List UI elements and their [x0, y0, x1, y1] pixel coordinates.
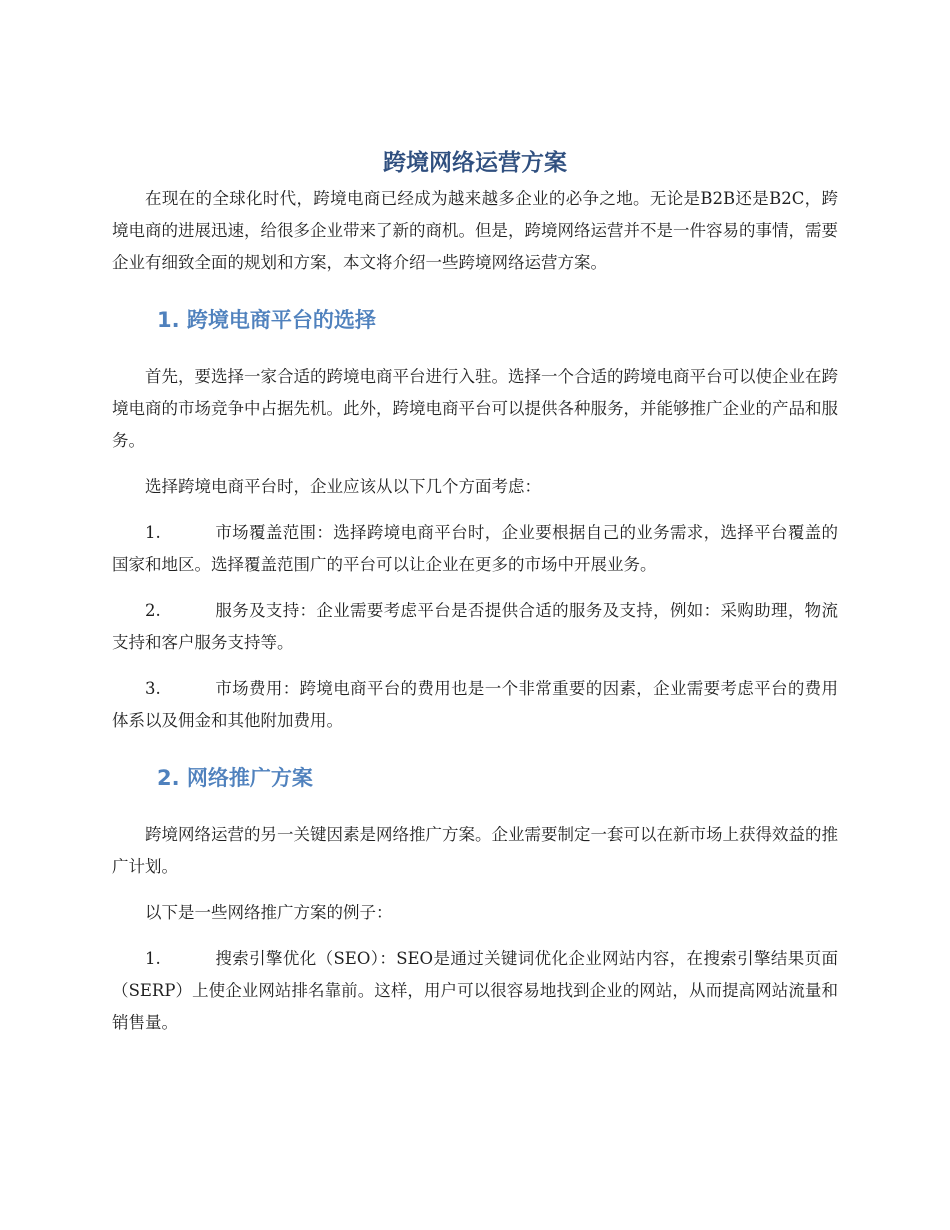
list-item	[112, 673, 838, 737]
list-item	[112, 943, 838, 1039]
section-paragraph: 以下是一些网络推广方案的例子：	[145, 903, 393, 922]
list-number: 1.	[145, 949, 161, 968]
section-paragraph: 跨境网络运营的另一关键因素是网络推广方案。企业需要制定一套可以在新市场上获得效益的推广计划。	[112, 825, 838, 876]
section-paragraph: 首先，要选择一家合适的跨境电商平台进行入驻。选择一个合适的跨境电商平台可以使企业在跨境电商的市场竞争中占据先机。此外，跨境电商平台可以提供各种服务，并能够推广企业的产品和服务。	[112, 367, 838, 450]
list-text: 市场覆盖范围：选择跨境电商平台时，企业要根据自己的业务需求，选择平台覆盖的国家和地区。选择覆盖范围广的平台可以让企业在更多的市场中开展业务。	[112, 523, 838, 574]
list-number: 1.	[145, 523, 161, 542]
section-heading-platform: 1. 跨境电商平台的选择	[157, 308, 376, 332]
list-item	[112, 595, 838, 659]
intro-paragraph: 在现在的全球化时代，跨境电商已经成为越来越多企业的必争之地。无论是B2B还是B2C，跨境电商的进展迅速，给很多企业带来了新的商机。但是，跨境网络运营并不是一件容易的事情，需要企业有细致全面的规划和方案，本文将介绍一些跨境网络运营方案。	[112, 189, 838, 272]
list-text: 市场费用：跨境电商平台的费用也是一个非常重要的因素，企业需要考虑平台的费用体系以及佣金和其他附加费用。	[112, 679, 838, 730]
section-heading-promotion: 2. 网络推广方案	[157, 766, 313, 790]
list-item	[112, 517, 838, 581]
list-text: 搜索引擎优化（SEO）：SEO是通过关键词优化企业网站内容，在搜索引擎结果页面（SERP）上使企业网站排名靠前。这样，用户可以很容易地找到企业的网站，从而提高网站流量和销售量。	[112, 949, 838, 1032]
list-number: 3.	[145, 679, 161, 698]
list-number: 2.	[145, 601, 161, 620]
document-title: 跨境网络运营方案	[383, 150, 567, 176]
list-text: 服务及支持：企业需要考虑平台是否提供合适的服务及支持，例如：采购助理，物流支持和客户服务支持等。	[112, 601, 838, 652]
section-paragraph: 选择跨境电商平台时，企业应该从以下几个方面考虑：	[145, 477, 541, 496]
